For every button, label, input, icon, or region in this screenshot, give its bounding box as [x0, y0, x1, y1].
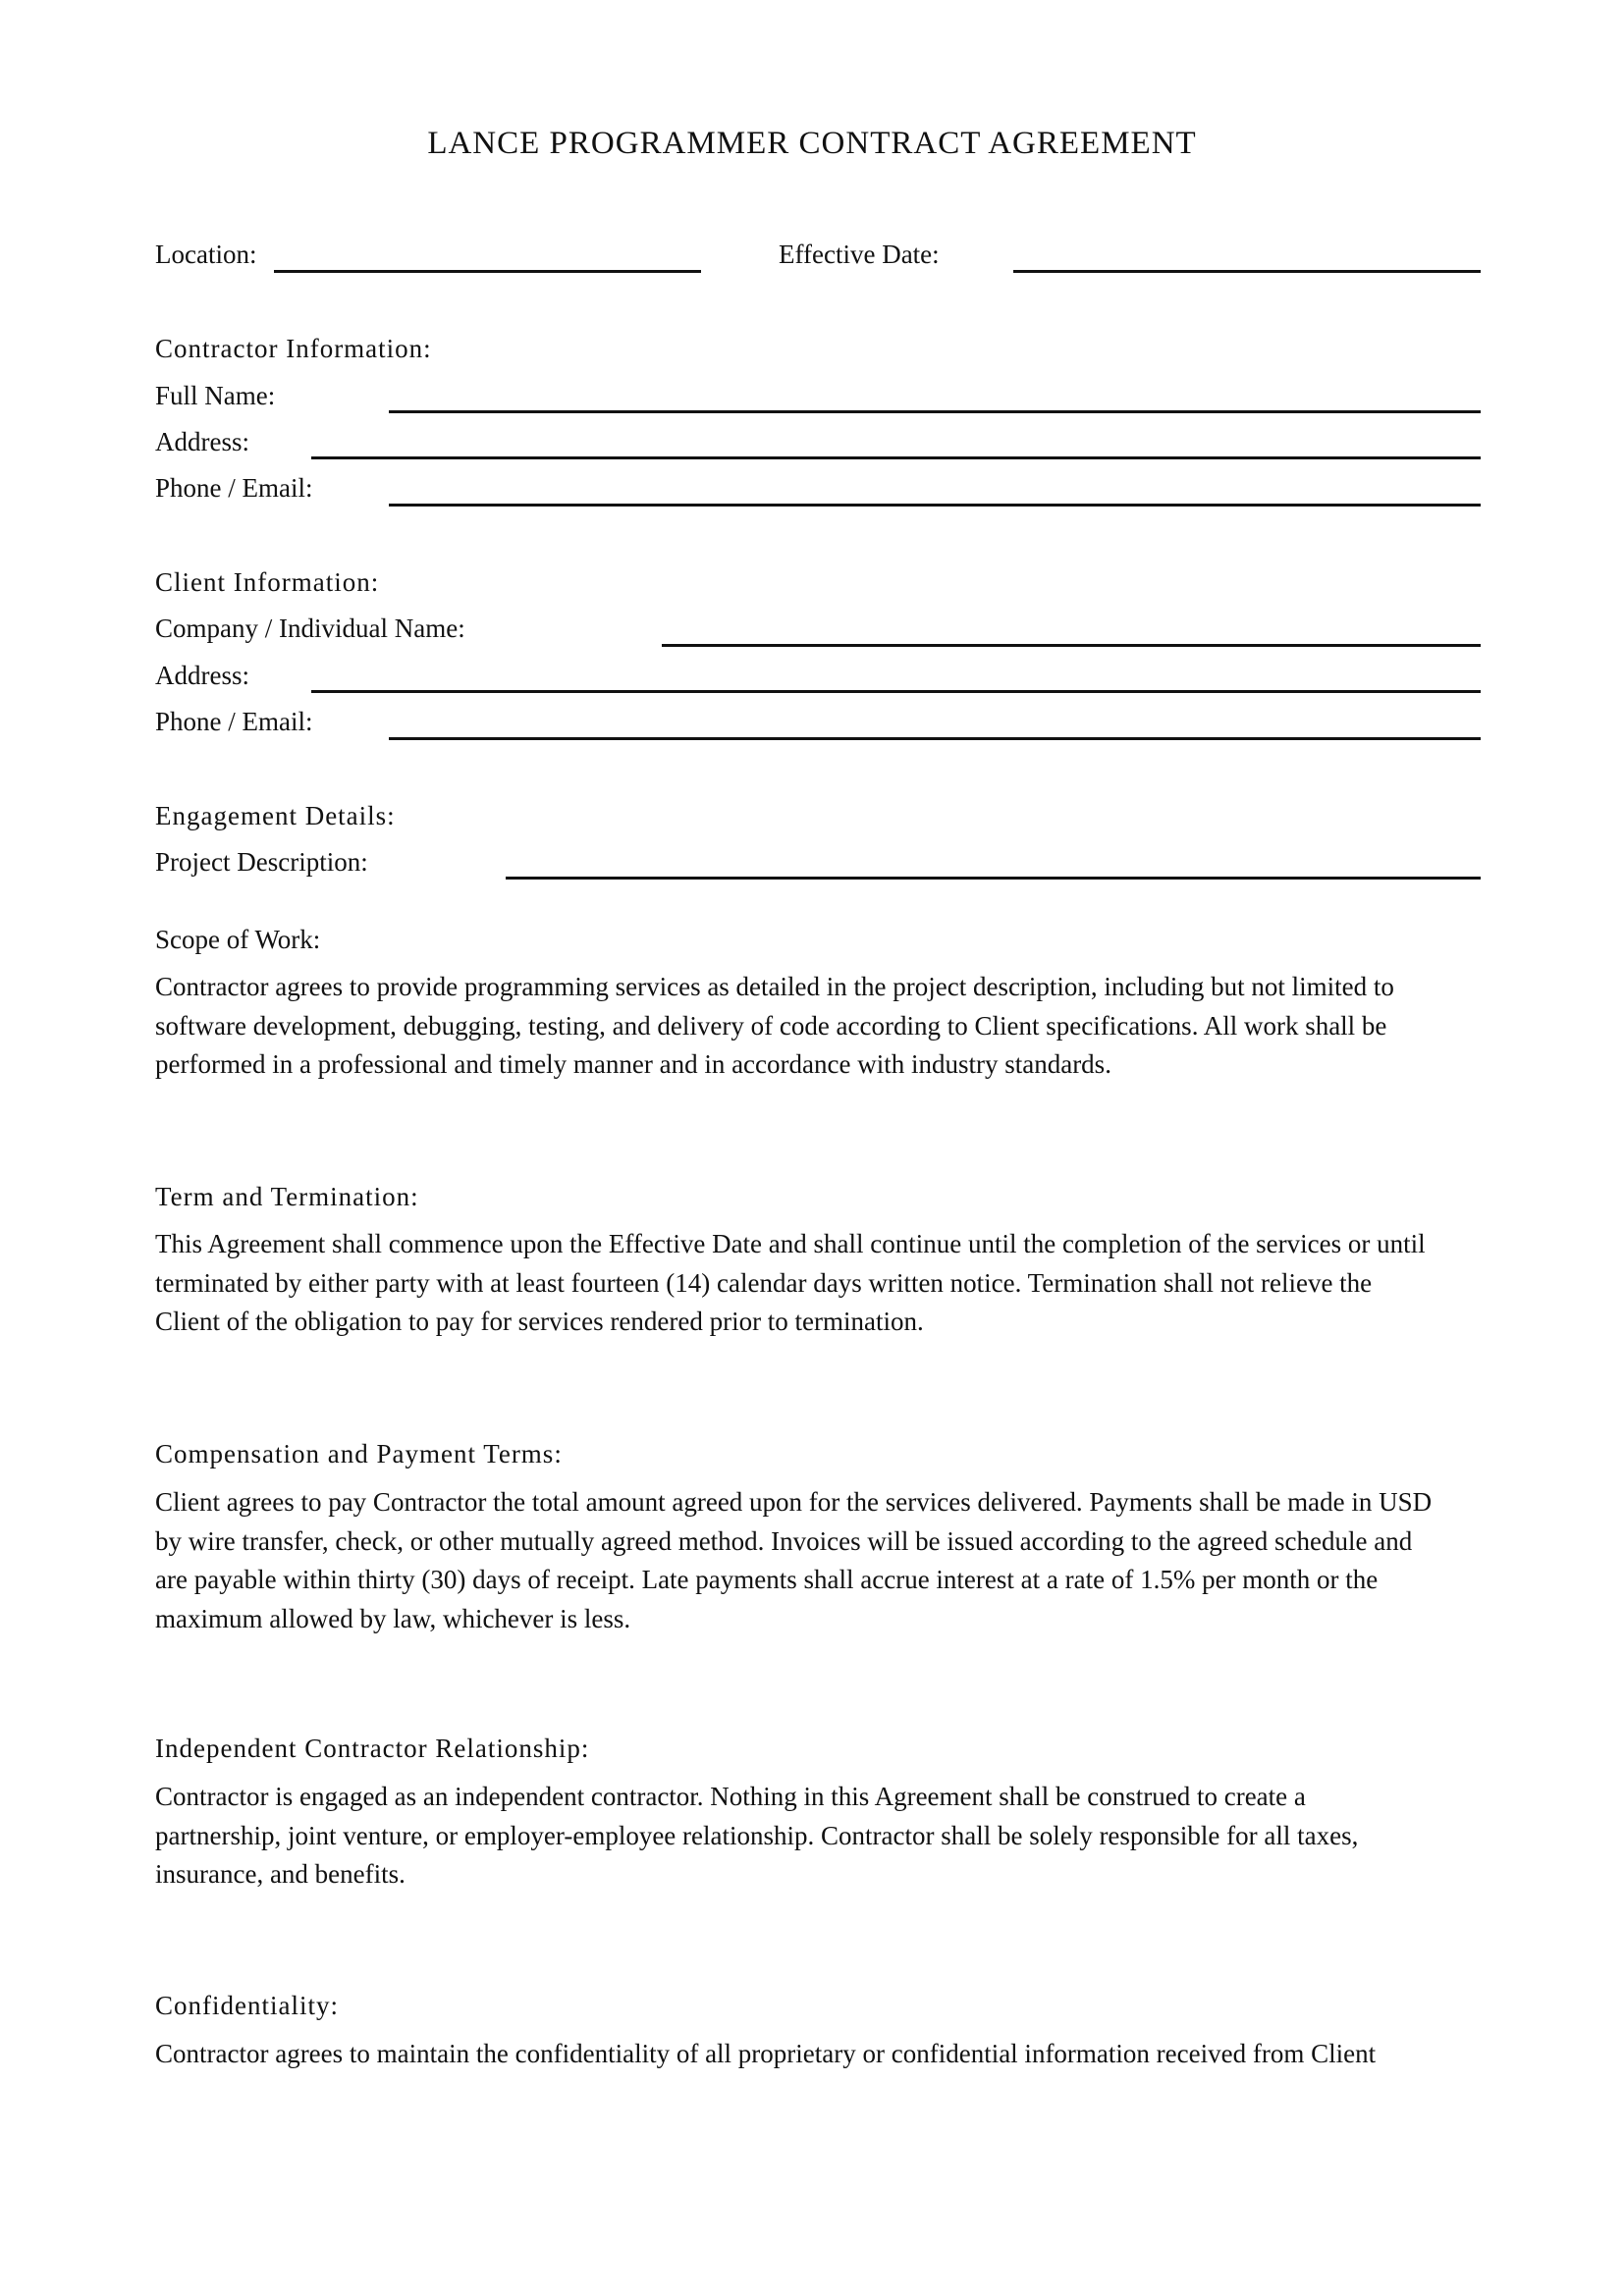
effective-date-label: Effective Date:	[779, 240, 940, 269]
confidentiality-paragraph	[155, 2035, 1530, 2074]
project-description-label: Project Description:	[155, 847, 368, 877]
confidentiality-heading: Confidentiality:	[155, 1991, 339, 2020]
scope-of-work-paragraph	[155, 968, 1530, 1085]
independent-contractor-paragraph	[155, 1778, 1530, 1895]
client-phone-email-field[interactable]	[389, 737, 1481, 740]
paragraph-line: partnership, joint venture, or employer-employee relationship. Contractor shall be solely responsible for all taxes,	[155, 1820, 1359, 1850]
paragraph-line: Client agrees to pay Contractor the total amount agreed upon for the services delivered. Payments shall be made in USD	[155, 1487, 1433, 1517]
term-and-termination-paragraph	[155, 1225, 1530, 1342]
client-name-field[interactable]	[662, 644, 1481, 647]
paragraph-line: by wire transfer, check, or other mutually agreed method. Invoices will be issued according to the agreed schedule and	[155, 1525, 1413, 1556]
project-description-field[interactable]	[506, 877, 1481, 880]
paragraph-line: are payable within thirty (30) days of receipt. Late payments shall accrue interest at a rate of 1.5% per month or the	[155, 1565, 1379, 1594]
paragraph-line: Contractor is engaged as an independent contractor. Nothing in this Agreement shall be construed to create a	[155, 1782, 1306, 1811]
effective-date-field[interactable]	[1013, 270, 1481, 273]
contractor-address-label: Address:	[155, 427, 249, 456]
compensation-paragraph	[155, 1483, 1530, 1638]
engagement-details-heading: Engagement Details:	[155, 801, 396, 830]
location-label: Location:	[155, 240, 257, 269]
paragraph-line: software development, debugging, testing, and delivery of code according to Client specifications. All work shall be	[155, 1010, 1387, 1041]
client-phone-email-label: Phone / Email:	[155, 707, 313, 736]
contractor-address-field[interactable]	[311, 456, 1481, 459]
paragraph-line: Client of the obligation to pay for services rendered prior to termination.	[155, 1307, 924, 1336]
term-and-termination-heading: Term and Termination:	[155, 1182, 419, 1211]
independent-contractor-heading: Independent Contractor Relationship:	[155, 1734, 590, 1763]
location-field[interactable]	[274, 270, 701, 273]
paragraph-line: terminated by either party with at least fourteen (14) calendar days written notice. Termination shall not relieve the	[155, 1267, 1373, 1298]
paragraph-line: This Agreement shall commence upon the Effective Date and shall continue until the completion of the services or until	[155, 1229, 1426, 1258]
document-title: LANCE PROGRAMMER CONTRACT AGREEMENT	[427, 126, 1197, 161]
paragraph-line: performed in a professional and timely manner and in accordance with industry standards.	[155, 1049, 1111, 1079]
client-information-heading: Client Information:	[155, 567, 380, 597]
paragraph-line: Contractor agrees to maintain the confidentiality of all proprietary or confidential information received from Client	[155, 2039, 1377, 2068]
contractor-phone-email-label: Phone / Email:	[155, 473, 313, 503]
paragraph-line: Contractor agrees to provide programming services as detailed in the project description, including but not limited to	[155, 972, 1394, 1001]
paragraph-line: maximum allowed by law, whichever is less.	[155, 1603, 631, 1633]
contractor-phone-email-field[interactable]	[389, 504, 1481, 507]
client-address-field[interactable]	[311, 690, 1481, 693]
compensation-heading: Compensation and Payment Terms:	[155, 1439, 563, 1468]
contractor-full-name-field[interactable]	[389, 410, 1481, 413]
paragraph-line: insurance, and benefits.	[155, 1859, 406, 1889]
client-address-label: Address:	[155, 661, 249, 690]
scope-of-work-heading: Scope of Work:	[155, 925, 321, 954]
client-name-label: Company / Individual Name:	[155, 614, 465, 643]
contractor-full-name-label: Full Name:	[155, 381, 276, 410]
contractor-information-heading: Contractor Information:	[155, 334, 432, 363]
